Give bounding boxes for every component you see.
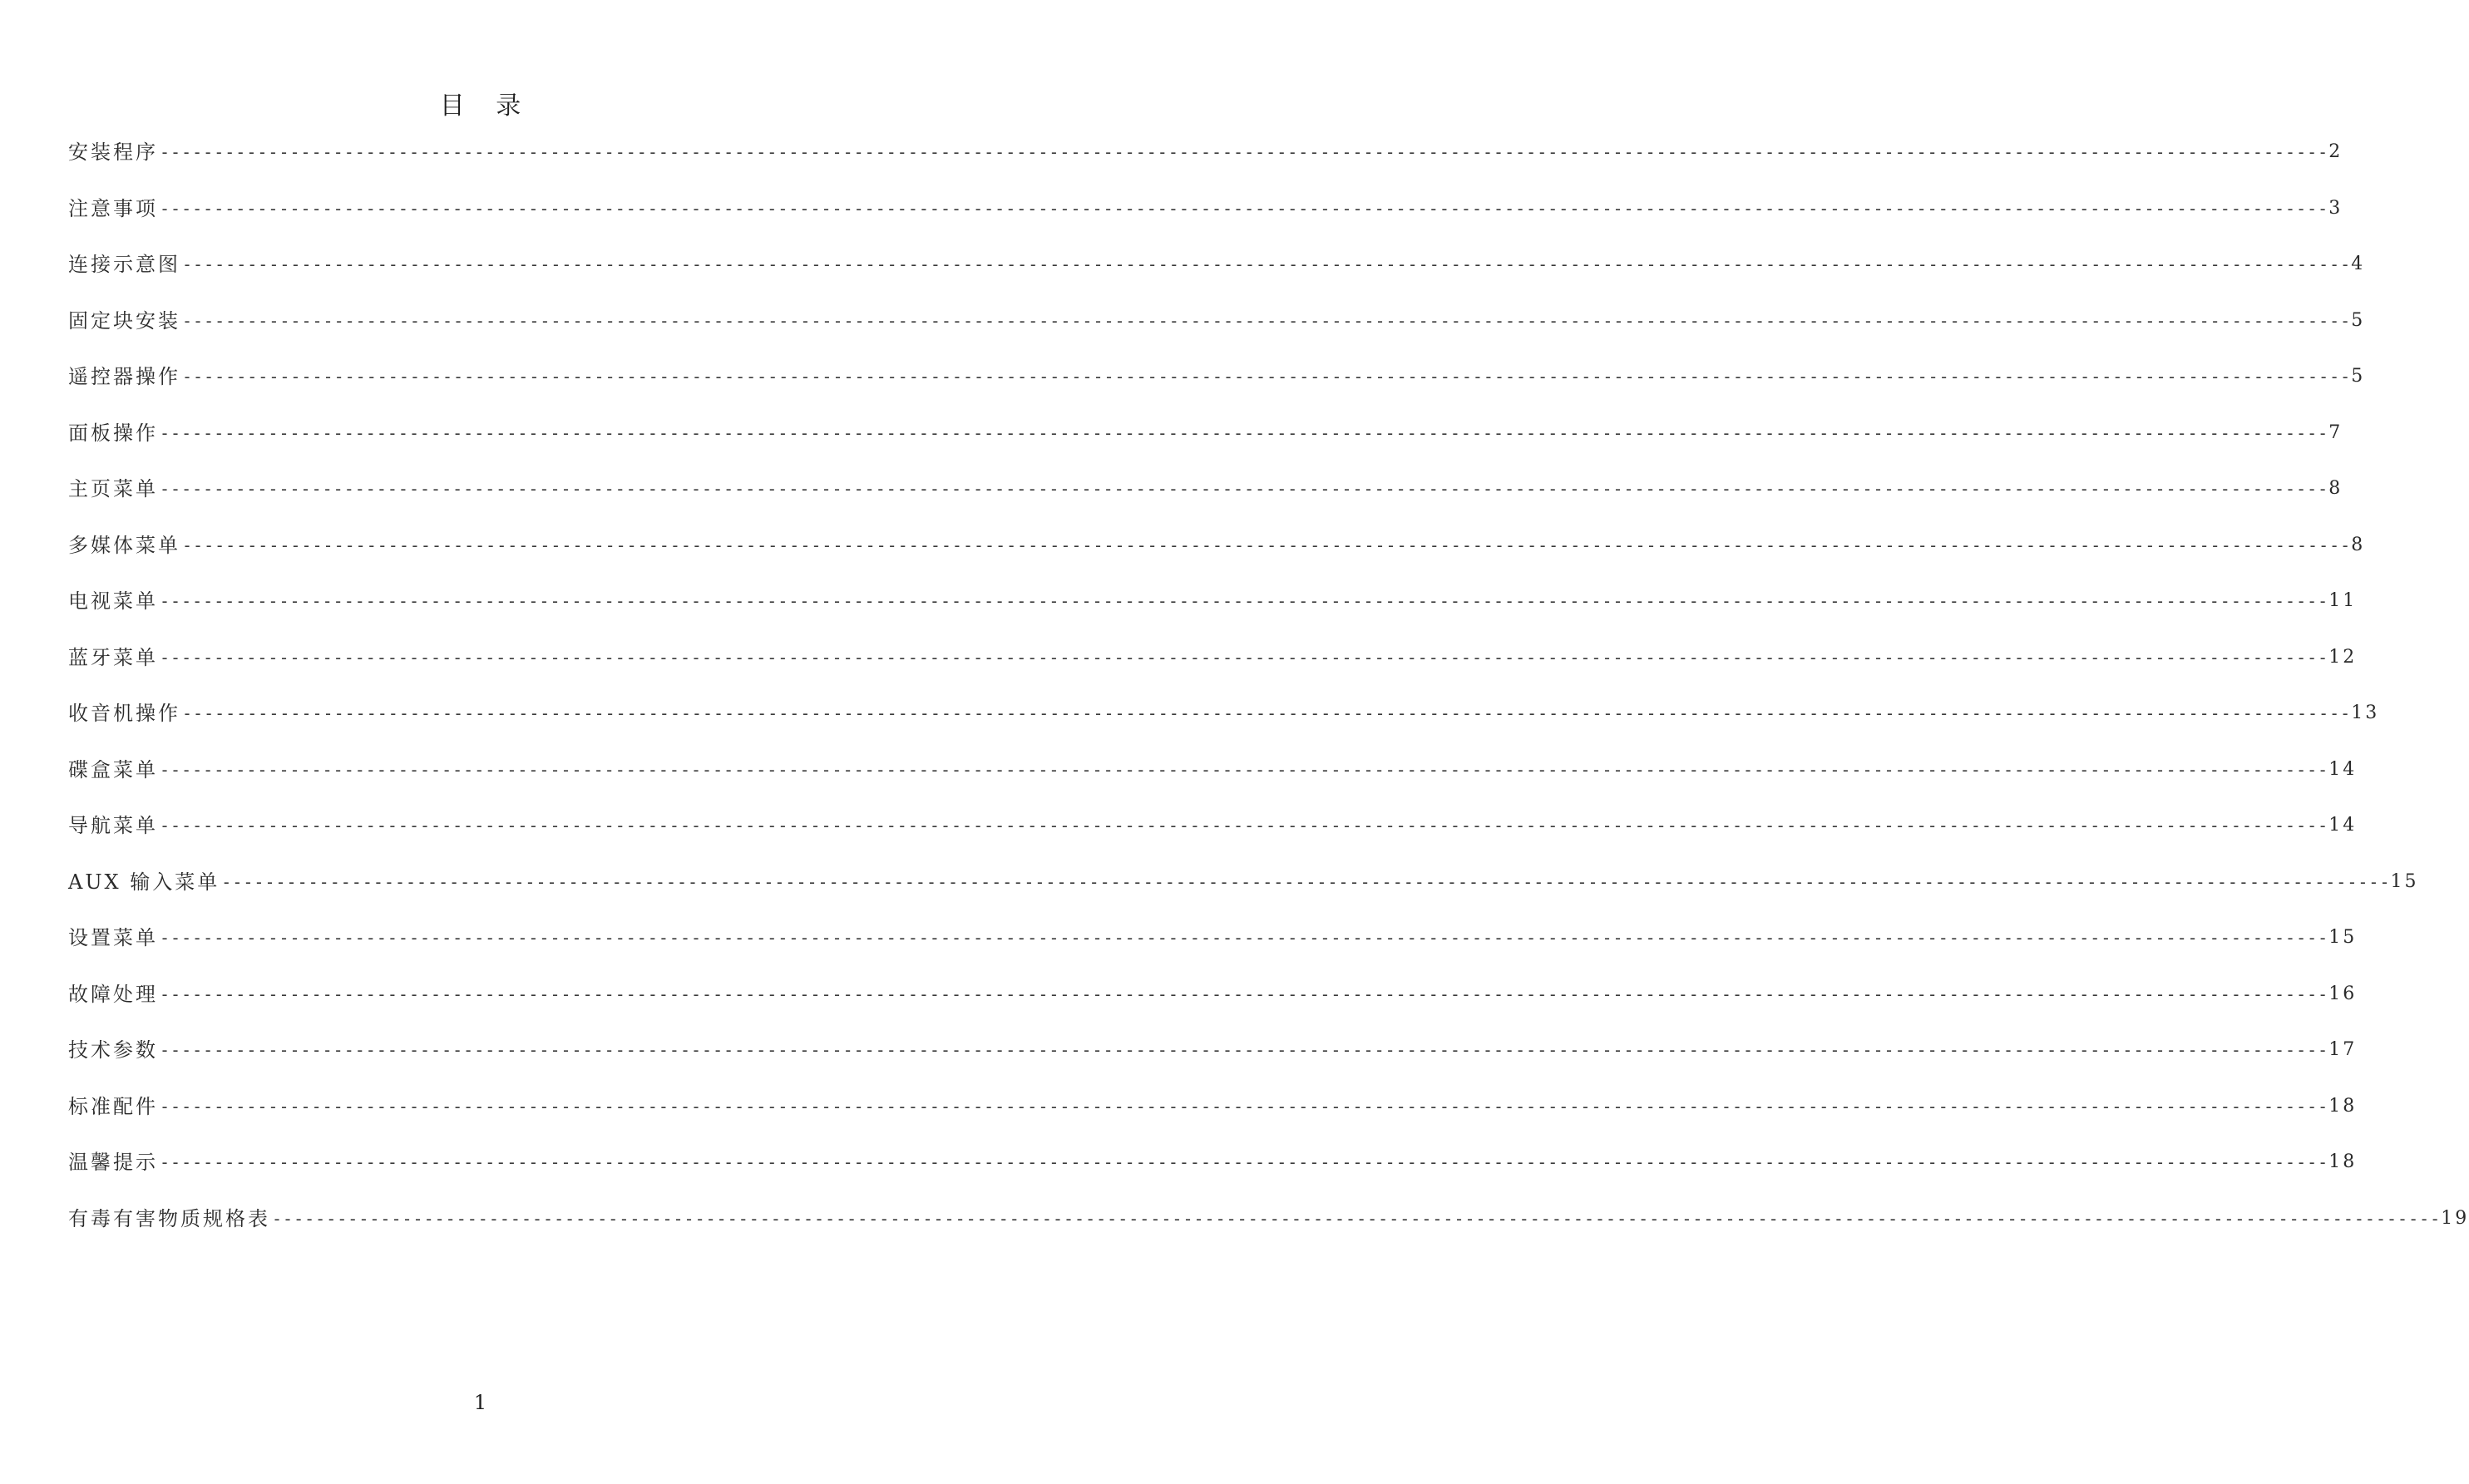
toc-entry-page: 3 [2328,197,2343,219]
toc-entry-label: 面板操作 [68,421,158,445]
toc-entry [68,194,2343,250]
toc-entry-page: 5 [2351,309,2366,331]
toc-entry [68,249,2366,306]
toc-entry-page: 13 [2351,703,2380,723]
dot-leader: -------------------------------------------------------------------------------------------------------------------------------------------------------------------------------------------------------- [160,647,2329,668]
toc-entry-page: 15 [2390,870,2419,892]
dot-leader: -------------------------------------------------------------------------------------------------------------------------------------------------------------------------------------------------------- [182,703,2352,723]
toc-entry-page: 18 [2328,1151,2358,1172]
toc-entry [68,755,2358,811]
dot-leader: -------------------------------------------------------------------------------------------------------------------------------------------------------------------------------------------------------- [160,816,2329,836]
toc-entry-label: 有毒有害物质规格表 [68,1206,270,1230]
dot-leader: -------------------------------------------------------------------------------------------------------------------------------------------------------------------------------------------------------- [160,198,2329,219]
toc-entry [68,1092,2358,1148]
toc-entry-page: 12 [2328,646,2358,668]
toc-entry [68,1147,2358,1204]
toc-entry-page: 8 [2328,478,2343,499]
dot-leader: -------------------------------------------------------------------------------------------------------------------------------------------------------------------------------------------------------- [160,1040,2329,1060]
toc-entry [68,530,2366,587]
dot-leader: -------------------------------------------------------------------------------------------------------------------------------------------------------------------------------------------------------- [160,1152,2329,1172]
toc-entry-label: 导航菜单 [68,814,158,837]
toc-entry-label: 温馨提示 [68,1151,158,1174]
toc-entry [68,474,2343,530]
toc-entry-page: 14 [2328,815,2358,836]
toc-entry-page: 7 [2328,422,2343,443]
toc-entry-label: 固定块安装 [68,308,180,333]
dot-leader: -------------------------------------------------------------------------------------------------------------------------------------------------------------------------------------------------------- [160,1096,2329,1117]
toc-entry [68,418,2343,475]
toc-entry-label: 蓝牙菜单 [68,645,158,669]
dot-leader: -------------------------------------------------------------------------------------------------------------------------------------------------------------------------------------------------------- [160,984,2329,1004]
toc-entry-page: 16 [2328,983,2358,1004]
dot-leader: -------------------------------------------------------------------------------------------------------------------------------------------------------------------------------------------------------- [182,367,2352,387]
toc-entry [68,1035,2358,1092]
toc-entry-label: 注意事项 [68,196,158,220]
toc-entry [68,698,2380,755]
toc-entry-label: AUX 输入菜单 [68,870,220,894]
page-title: 目 录 [439,91,521,121]
dot-leader: -------------------------------------------------------------------------------------------------------------------------------------------------------------------------------------------------------- [221,871,2391,892]
toc-entry-label: 故障处理 [68,982,158,1006]
toc-entry [68,306,2366,362]
toc-entry [68,979,2358,1036]
toc-entry-label: 多媒体菜单 [68,533,180,557]
toc-entry-label: 技术参数 [68,1038,158,1062]
toc-entry-page: 18 [2328,1095,2358,1117]
toc-entry-label: 连接示意图 [68,253,180,276]
toc-entry [68,586,2358,643]
dot-leader: -------------------------------------------------------------------------------------------------------------------------------------------------------------------------------------------------------- [160,928,2329,948]
dot-leader: -------------------------------------------------------------------------------------------------------------------------------------------------------------------------------------------------------- [160,142,2329,162]
toc-entry-page: 4 [2351,254,2366,274]
toc-entry-page: 17 [2328,1039,2358,1060]
toc-entry [68,643,2358,699]
dot-leader: -------------------------------------------------------------------------------------------------------------------------------------------------------------------------------------------------------- [160,591,2329,611]
toc-entry-label: 遥控器操作 [68,365,180,388]
toc-entry-label: 碟盒菜单 [68,757,158,781]
toc-entry-page: 2 [2328,141,2343,162]
page-number: 1 [473,1391,487,1414]
toc-entry-page: 5 [2351,366,2366,387]
toc-entry [68,137,2343,194]
toc-entry-label: 电视菜单 [68,589,158,613]
dot-leader: -------------------------------------------------------------------------------------------------------------------------------------------------------------------------------------------------------- [182,310,2352,331]
toc-entry-label: 安装程序 [68,141,158,164]
toc-entry [68,1204,2469,1260]
dot-leader: -------------------------------------------------------------------------------------------------------------------------------------------------------------------------------------------------------- [160,422,2329,443]
toc-entry [68,811,2358,867]
toc-entry-label: 主页菜单 [68,477,158,500]
toc-entry-label: 收音机操作 [68,702,180,725]
toc-entry-label: 标准配件 [68,1094,158,1118]
toc-entry-page: 15 [2328,927,2358,948]
toc-entry-page: 19 [2441,1207,2469,1229]
toc-entry-page: 14 [2328,758,2358,780]
dot-leader: -------------------------------------------------------------------------------------------------------------------------------------------------------------------------------------------------------- [160,479,2329,499]
toc-entry [68,867,2419,924]
dot-leader: -------------------------------------------------------------------------------------------------------------------------------------------------------------------------------------------------------- [182,254,2352,274]
dot-leader: -------------------------------------------------------------------------------------------------------------------------------------------------------------------------------------------------------- [182,535,2352,555]
dot-leader: -------------------------------------------------------------------------------------------------------------------------------------------------------------------------------------------------------- [160,759,2329,780]
dot-leader: -------------------------------------------------------------------------------------------------------------------------------------------------------------------------------------------------------- [272,1208,2442,1229]
toc-entry [68,362,2366,418]
toc-entry-page: 8 [2351,534,2366,555]
toc-entry-page: 11 [2328,590,2358,611]
toc-entry-label: 设置菜单 [68,926,158,949]
table-of-contents [68,137,2469,1260]
toc-entry [68,923,2358,979]
